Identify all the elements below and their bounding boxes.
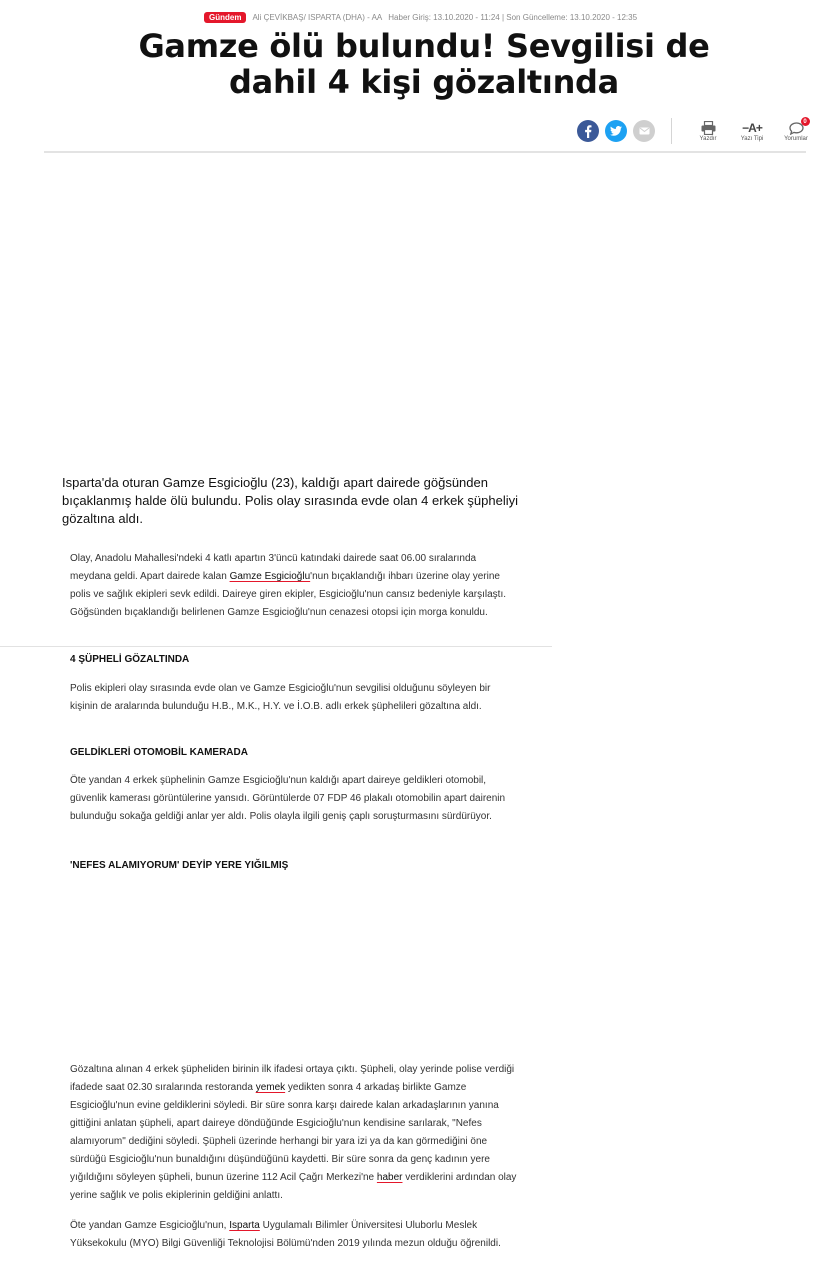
article-title: Gamze ölü bulundu! Sevgilisi de dahil 4 kişi gözaltında — [138, 27, 710, 101]
section-heading-1: 4 ŞÜPHELİ GÖZALTINDA — [70, 654, 190, 665]
comments-label: Yorumlar — [784, 136, 808, 142]
comment-icon — [789, 118, 807, 136]
toolbar-divider — [671, 118, 672, 144]
font-size-icon: −A+ — [742, 121, 762, 135]
comment-count-badge: 0 — [801, 117, 810, 126]
comments-button[interactable] — [774, 120, 816, 142]
share-toolbar — [577, 118, 816, 144]
article-paragraph-5: Öte yandan Gamze Esgicioğlu'nun, Isparta Uygulamalı Bilimler Üniversitesi Uluborlu Meslek Yüksekokulu (MYO) Bilgi Güvenliği Teknolojisi Bölümü'nden 2019 yılında mezun olduğu öğrenildi. — [70, 1220, 501, 1249]
article-summary: Isparta'da oturan Gamze Esgicioğlu (23), kaldığı apart dairede göğsünden bıçaklanmış halde ölü bulundu. Polis olay sırasında evde olan 4 erkek şüpheliyi gözaltına aldı. — [62, 475, 518, 526]
font-size-button[interactable] — [730, 120, 774, 142]
section-heading-3: 'NEFES ALAMIYORUM' DEYİP YERE YIĞILMIŞ — [70, 860, 289, 871]
author-line: Ali ÇEVİKBAŞ/ ISPARTA (DHA) - AA — [252, 12, 383, 22]
category-badge[interactable]: Gündem — [204, 12, 246, 23]
date-line: Haber Giriş: 13.10.2020 - 11:24 | Son Güncelleme: 13.10.2020 - 12:35 — [388, 12, 638, 22]
tag-link[interactable]: Gamze Esgicioğlu — [229, 571, 311, 582]
media-placeholder — [70, 880, 520, 1050]
print-button[interactable] — [686, 120, 730, 142]
section-divider — [0, 646, 552, 647]
article-paragraph-4: Gözaltına alınan 4 erkek şüpheliden birinin ilk ifadesi ortaya çıktı. Şüpheli, olay yerinde polise verdiği ifadede saat 02.30 sıralarında restoranda yemek yedikten sonra 4 arkadaş birlikte Gamze Esgicioğlu'nun evine geldiklerini söyledi. Bir süre sonra karşı dairede kalan arkadaşlarının yanına gittiğini anlatan şüpheli, apart daireye döndüğünde Esgicioğlu'nun kendisine sarılarak, "Nefes alamıyorum" dediğini söyledi. Şüpheli üzerinde herhangi bir yara izi ya da kan görmediğini öne sürdüğü Esgicioğlu'nun bunaldığını düşündüğünü kaydetti. Bir süre sonra da genç kadının yere yığıldığını söyleyen şüpheli, bunun üzerine 112 Acil Çağrı Merkezi'ne haber verdiklerini ardından olay yerine sağlık ve polis ekiplerinin geldiğini anlattı. — [70, 1064, 517, 1201]
article-paragraph-1: Olay, Anadolu Mahallesi'ndeki 4 katlı apartın 3'üncü katındaki dairede saat 06.00 sıralarında meydana geldi. Apart dairede kalan Gamze Esgicioğlu'nun bıçaklandığı ihbarı üzerine olay yerine polis ve sağlık ekipleri sevk edildi. Daireye giren ekipler, Esgicioğlu'nun cansız bedeniyle karşılaştı. Göğsünden bıçaklandığı belirlenen Gamze Esgicioğlu'nun cenazesi otopsi için morga konuldu. — [70, 553, 507, 618]
email-share-icon[interactable] — [633, 120, 655, 142]
printer-icon — [701, 120, 716, 136]
article-meta — [204, 10, 637, 24]
ad-placeholder — [62, 160, 562, 460]
header-divider — [44, 151, 806, 153]
facebook-share-icon[interactable] — [577, 120, 599, 142]
tag-link[interactable]: haber — [376, 1172, 403, 1183]
article-paragraph-2: Polis ekipleri olay sırasında evde olan ve Gamze Esgicioğlu'nun sevgilisi olduğunu söyleyen bir kişinin de aralarında bulunduğu H.B., M.K., H.Y. ve İ.O.B. adlı erkek şüphelileri gözaltına aldı. — [70, 683, 491, 712]
font-size-label: Yazı Tipi — [740, 136, 764, 142]
twitter-share-icon[interactable] — [605, 120, 627, 142]
article-paragraph-3: Öte yandan 4 erkek şüphelinin Gamze Esgicioğlu'nun kaldığı apart daireye geldikleri otomobil, güvenlik kamerası görüntülerine yansıdı. Görüntülerde 07 FDP 46 plakalı otomobilin apart dairenin bulunduğu sokağa geldiği anlar yer aldı. Polis olayla ilgili geniş çaplı soruşturmasını sürdürüyor. — [70, 775, 506, 822]
tag-link[interactable]: yemek — [255, 1082, 286, 1093]
tag-link[interactable]: Isparta — [229, 1220, 260, 1231]
section-heading-2: GELDİKLERİ OTOMOBİL KAMERADA — [70, 747, 248, 758]
print-label: Yazdır — [699, 136, 717, 142]
